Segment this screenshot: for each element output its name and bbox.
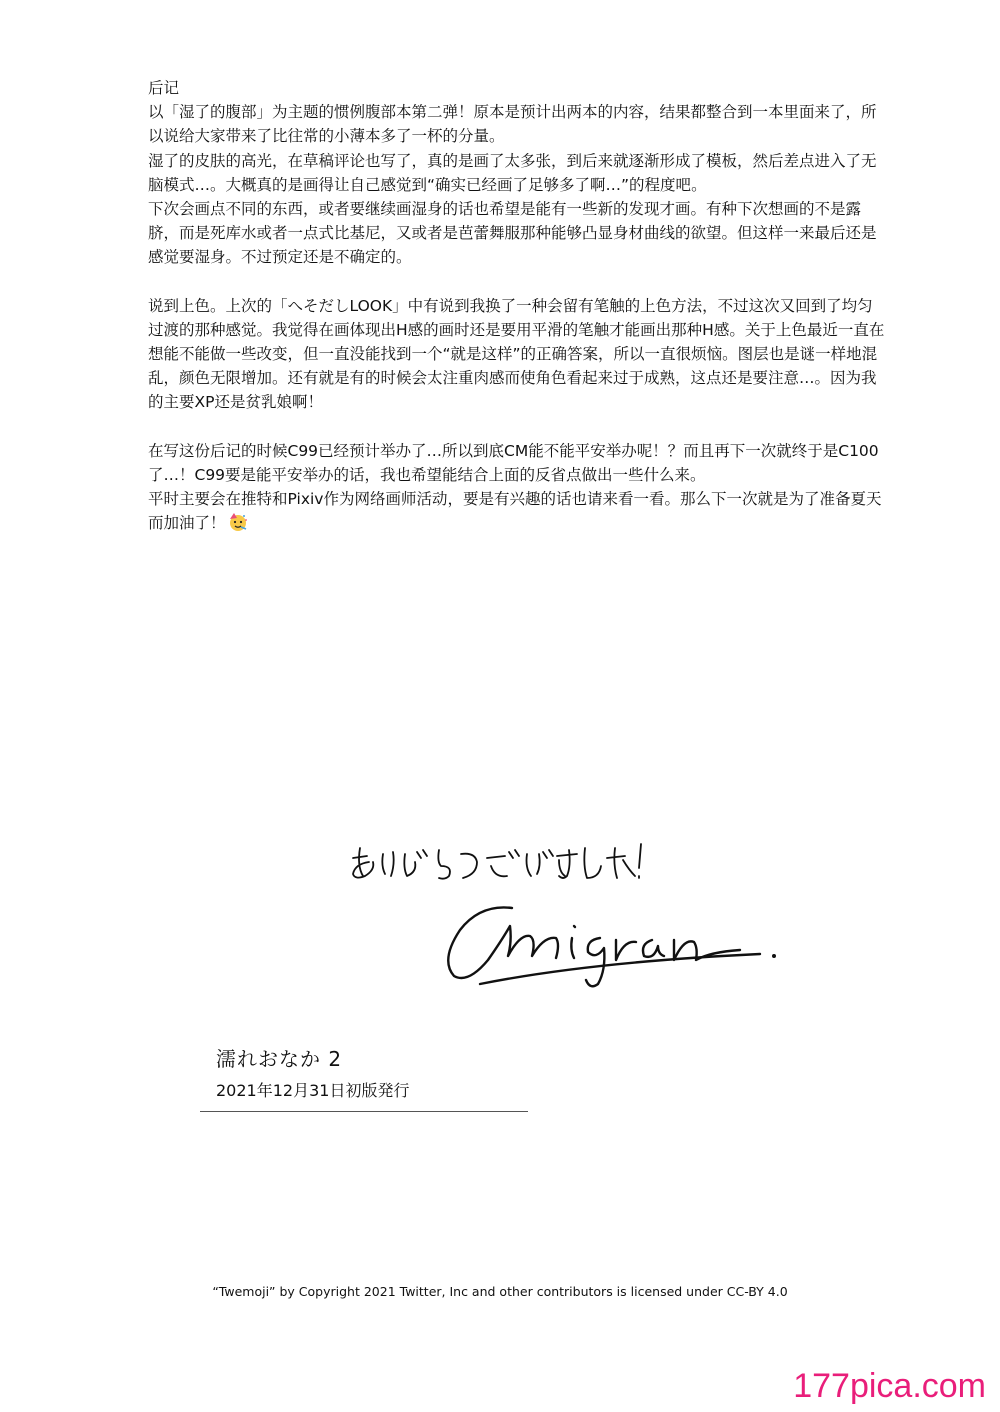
signature-handwriting: [440, 880, 790, 990]
afterword-paragraph-4: 说到上色。上次的「へそだしLOOK」中有说到我换了一种会留有笔触的上色方法，不过这次又回到了均匀过渡的那种感觉。我觉得在画体现出H感的画时还是要用平滑的笔触才能画出那种H感。关于上色最近一直在想能不能做一些改变，但一直没能找到一个“就是这样”的正确答案，所以一直很烦恼。图层也是谜一样地混乱，颜色无限增加。还有就是有的时候会太注重肉感而使角色看起来过于成熟，这点还是要注意…。因为我的主要XP还是贫乳娘啊！: [148, 296, 885, 412]
colophon-title: 濡れおなか 2: [216, 1047, 343, 1071]
site-watermark: 177pica.com: [793, 1367, 986, 1405]
afterword-paragraph-5: 在写这份后记的时候C99已经预计举办了…所以到底CM能不能平安举办呢！？而且再下一次就终于是C100了…！C99要是能平安举办的话，我也希望能结合上面的反省点做出一些什么来。: [148, 441, 879, 484]
afterword-section: [148, 76, 888, 535]
afterword-heading: 后记: [148, 79, 180, 97]
afterword-paragraph-3: 下次会画点不同的东西，或者要继续画湿身的话也希望是能有一些新的发现才画。有种下次想画的不是露脐，而是死库水或者一点式比基尼，又或者是芭蕾舞服那种能够凸显身材曲线的欲望。但这样一来最后还是感觉要湿身。不过预定还是不确定的。: [148, 200, 877, 267]
twemoji-credit: “Twemoji” by Copyright 2021 Twitter, Inc and other contributors is licensed under CC-BY 4.0: [212, 1284, 788, 1299]
afterword-paragraph-6: [148, 487, 888, 535]
afterword-paragraph-2: 湿了的皮肤的高光，在草稿评论也写了，真的是画了太多张，到后来就逐渐形成了模板，然后差点进入了无脑模式…。大概真的是画得让自己感觉到“确实已经画了足够多了啊…”的程度吧。: [148, 151, 877, 194]
colophon-divider: [200, 1111, 528, 1112]
afterword-paragraph-6-text: 平时主要会在推特和Pixiv作为网络画师活动，要是有兴趣的话也请来看一看。那么下一次就是为了准备夏天而加油了！: [148, 490, 882, 533]
paragraph-gap: [148, 270, 888, 294]
colophon-date: 2021年12月31日初版発行: [216, 1081, 410, 1100]
paragraph-gap: [148, 415, 888, 439]
partying-face-icon: [228, 512, 248, 532]
afterword-paragraph-1: 以「湿了的腹部」为主题的惯例腹部本第二弹！原本是预计出两本的内容，结果都整合到一本里面来了，所以说给大家带来了比往常的小薄本多了一杯的分量。: [148, 103, 877, 146]
